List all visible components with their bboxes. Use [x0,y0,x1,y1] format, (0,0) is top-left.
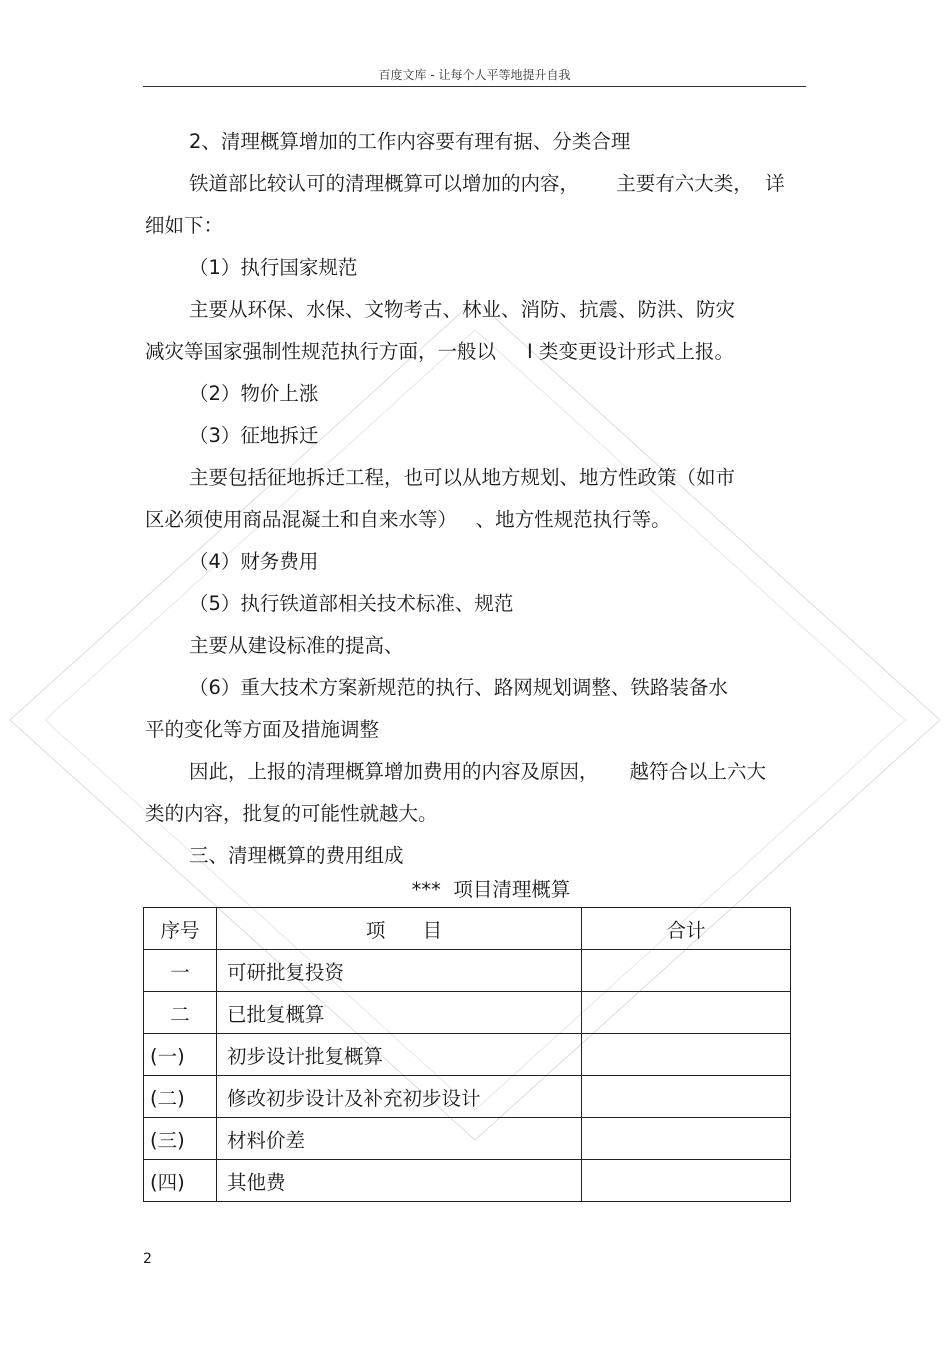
row-item: 修改初步设计及补充初步设计 [217,1076,582,1118]
row-item: 初步设计批复概算 [217,1034,582,1076]
item-3-heading: （3）征地拆迁 [189,424,319,447]
item-1-text-line1: 主要从环保、水保、文物考古、林业、消防、抗震、防洪、防灾 [189,298,736,321]
item-6-heading-line1: （6）重大技术方案新规范的执行、路网规划调整、铁路装备水 [189,676,728,699]
row-total [582,1076,791,1118]
row-total [582,1160,791,1202]
row-total [582,1034,791,1076]
paragraph-section-2-heading: 2、清理概算增加的工作内容要有理有据、分类合理 [189,130,631,153]
row-seq: (三) [144,1118,217,1160]
row-seq: 一 [144,950,217,992]
row-item: 材料价差 [217,1118,582,1160]
item-6-heading-line2: 平的变化等方面及措施调整 [145,718,380,741]
item-3-text-line2: 区必须使用商品混凝土和自来水等） 、地方性规范执行等。 [145,508,671,531]
table-row [144,950,791,992]
document-body [145,121,807,877]
section-3-heading: 三、清理概算的费用组成 [189,844,404,867]
item-5-text: 主要从建设标准的提高、 [189,634,404,657]
row-item: 其他费 [217,1160,582,1202]
table-row [144,992,791,1034]
table-row [144,1076,791,1118]
row-seq: (一) [144,1034,217,1076]
cost-table [143,907,791,1202]
page-header: 百度文库 - 让每个人平等地提升自我 [378,68,571,82]
conclusion-line2: 类的内容，批复的可能性就越大。 [145,802,438,825]
row-seq: (二) [144,1076,217,1118]
item-4-heading: （4）财务费用 [189,550,319,573]
row-seq: 二 [144,992,217,1034]
table-row [144,1034,791,1076]
row-seq: (四) [144,1160,217,1202]
conclusion-line1: 因此，上报的清理概算增加费用的内容及原因， 越符合以上六大 [189,760,766,783]
paragraph-six-categories-line2: 细如下： [145,214,224,237]
header-divider [143,86,806,87]
header-total: 合计 [582,908,791,950]
row-total [582,1118,791,1160]
table-row [144,1118,791,1160]
row-item: 已批复概算 [217,992,582,1034]
item-1-text-line2: 减灾等国家强制性规范执行方面，一般以 I 类变更设计形式上报。 [145,340,734,363]
table-header-row [144,908,791,950]
item-1-heading: （1）执行国家规范 [189,256,358,279]
item-5-heading: （5）执行铁道部相关技术标准、规范 [189,592,514,615]
row-total [582,950,791,992]
item-2-heading: （2）物价上涨 [189,382,319,405]
row-item: 可研批复投资 [217,950,582,992]
header-seq: 序号 [144,908,217,950]
item-3-text-line1: 主要包括征地拆迁工程，也可以从地方规划、地方性政策（如市 [189,466,736,489]
paragraph-six-categories-line1: 铁道部比较认可的清理概算可以增加的内容， 主要有六大类， 详 [189,172,785,195]
row-total [582,992,791,1034]
page-number: 2 [143,1251,152,1267]
table-title: *** 项目清理概算 [411,878,571,901]
header-item: 项 目 [217,908,582,950]
table-row [144,1160,791,1202]
